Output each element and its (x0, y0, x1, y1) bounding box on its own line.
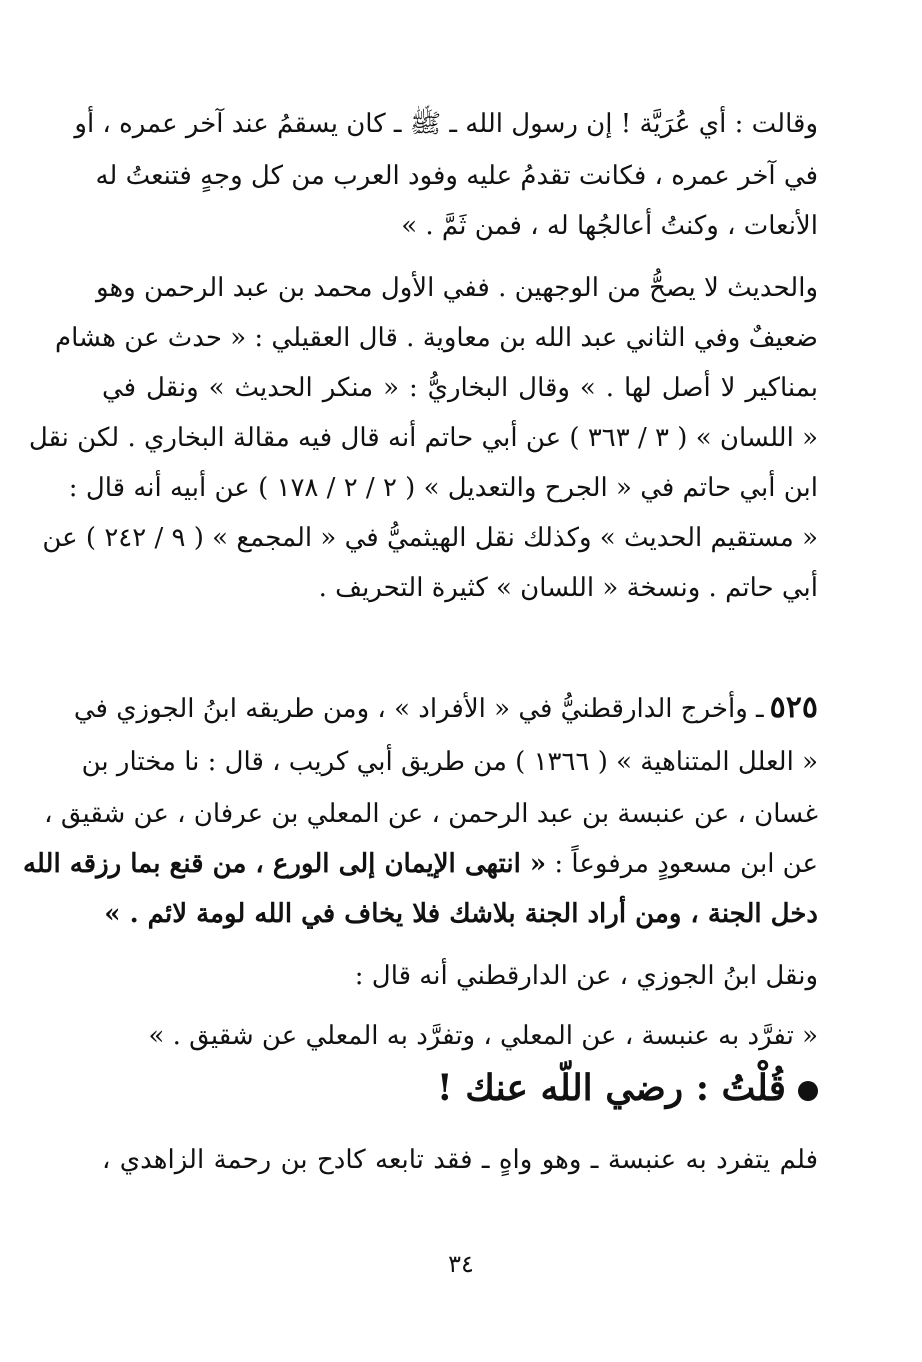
text-line: فلم يتفرد به عنبسة ـ وهو واهٍ ـ فقد تابعه كادح بن رحمة الزاهدي ، (102, 1145, 818, 1175)
hadith-line: غسان ، عن عنبسة بن عبد الرحمن ، عن المعلي بن عرفان ، عن شقيق ، (44, 799, 818, 829)
text-line: « اللسان » ( ٣ / ٣٦٣ ) عن أبي حاتم أنه قال فيه مقالة البخاري . لكن نقل (28, 423, 818, 453)
hadith-text: ـ وأخرج الدارقطنيُّ في « الأفراد » ، ومن طريقه ابنُ الجوزي في (73, 694, 764, 724)
hadith-matn: « انتهى الإيمان إلى الورع ، من قنع بما رزقه الله (22, 849, 547, 879)
heading-text: قُلْتُ : رضي اللّه عنك ! (436, 1067, 786, 1109)
text-line: الأنعات ، وكنتُ أعالجُها له ، فمن ثَمَّ . » (401, 211, 818, 241)
hadith-line (22, 844, 818, 884)
text-line: ابن أبي حاتم في « الجرح والتعديل » ( ٢ / ٢ / ١٧٨ ) عن أبيه أنه قال : (68, 473, 818, 503)
section-heading (437, 1060, 818, 1116)
hadith-line (73, 688, 818, 729)
hadith-line: ونقل ابنُ الجوزي ، عن الدارقطني أنه قال : (354, 961, 818, 991)
text-line: « مستقيم الحديث » وكذلك نقل الهيثميُّ في « المجمع » ( ٩ / ٢٤٢ ) عن (42, 523, 818, 553)
text-line: وقالت : أي عُرَيَّة ! إن رسول الله ـ ﷺ ـ كان يسقمُ عند آخر عمره ، أو (74, 109, 818, 139)
text-line: ضعيفٌ وفي الثاني عبد الله بن معاوية . قال العقيلي : « حدث عن هشام (55, 323, 818, 353)
text-line: في آخر عمره ، فكانت تقدمُ عليه وفود العرب من كل وجهٍ فتنعتُ له (95, 161, 818, 191)
hadith-number: ٥٢٥ (769, 690, 818, 725)
text-line: أبي حاتم . ونسخة « اللسان » كثيرة التحريف . (318, 573, 818, 603)
bullet-icon (798, 1081, 818, 1101)
hadith-matn: دخل الجنة ، ومن أراد الجنة بلاشك فلا يخاف في الله لومة لائم . » (104, 899, 818, 929)
text-line: بمناكير لا أصل لها . » وقال البخاريُّ : « منكر الحديث » ونقل في (102, 373, 818, 403)
text-line: والحديث لا يصحُّ من الوجهين . ففي الأول محمد بن عبد الرحمن وهو (96, 273, 818, 303)
hadith-text: عن ابن مسعودٍ مرفوعاً : (546, 849, 818, 879)
page-number: ٣٤ (448, 1250, 474, 1278)
hadith-line: « العلل المتناهية » ( ١٣٦٦ ) من طريق أبي كريب ، قال : نا مختار بن (81, 747, 818, 777)
hadith-line: « تفرَّد به عنبسة ، عن المعلي ، وتفرَّد به المعلي عن شقيق . » (148, 1021, 818, 1051)
